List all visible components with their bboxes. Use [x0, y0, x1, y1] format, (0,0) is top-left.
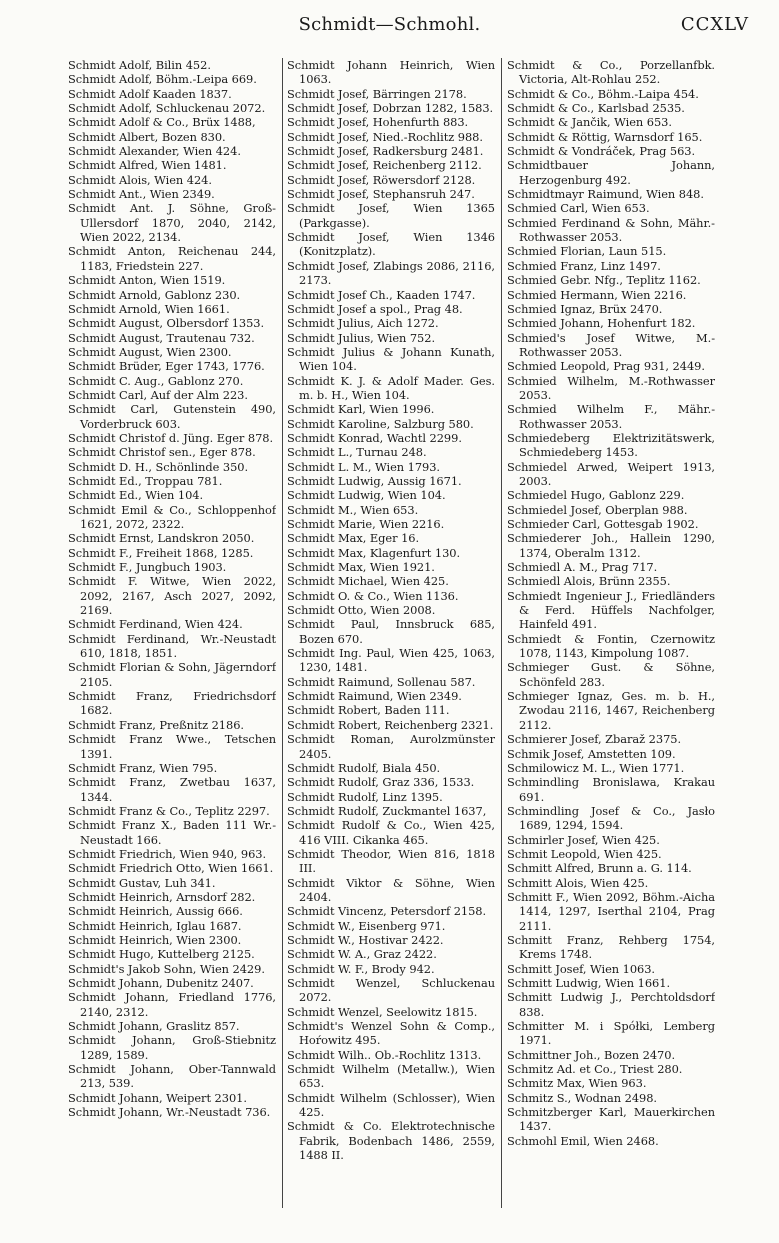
directory-entry: Schmidt Max, Wien 1921. — [287, 560, 435, 575]
directory-entry: Schmidt Otto, Wien 2008. — [287, 603, 436, 618]
directory-entry: Schmidt August, Wien 2300. — [68, 344, 232, 359]
directory-entry: Schmidt Ernst, Landskron 2050. — [68, 531, 255, 546]
directory-entry: Schmidt Raimund, Wien 2349. — [287, 689, 462, 704]
directory-entry: Schmidt Vincenz, Petersdorf 2158. — [287, 904, 487, 919]
directory-entry: Schmidt Marie, Wien 2216. — [287, 517, 445, 531]
directory-entry: Schmieger Ignaz, Ges. m. b. H., Zwodau 2116, 1467, Reichenberg 2112. — [507, 689, 715, 732]
directory-entry: Schmidt & Vondráček, Prag 563. — [507, 144, 696, 159]
directory-entry: Schmidt Heinrich, Iglau 1687. — [68, 918, 242, 933]
directory-entry: Schmidt Josef, Stephansruh 247. — [287, 187, 475, 202]
directory-entry: Schmidt C. Aug., Gablonz 270. — [68, 373, 244, 388]
directory-entry: Schmidt Rudolf & Co., Wien 425, 416 VIII. Cikanka 465. — [287, 818, 495, 847]
directory-entry: Schmidt Wenzel, Schluckenau 2072. — [287, 976, 495, 1005]
directory-entry: Schmidt Carl, Gutenstein 490, Vorderbruck 603. — [68, 402, 276, 431]
directory-entry: Schmidt Raimund, Sollenau 587. — [287, 674, 476, 689]
directory-entry: Schmidt Josef, Bärringen 2178. — [287, 86, 467, 101]
directory-entry: Schmidt Josef Ch., Kaaden 1747. — [287, 287, 476, 302]
directory-entry: Schmidtmayr Raimund, Wien 848. — [507, 187, 704, 202]
directory-entry: Schmied Franz, Linz 1497. — [507, 258, 661, 273]
directory-entry: Schmitz Ad. et Co., Triest 280. — [507, 1062, 683, 1077]
directory-entry: Schmidt August, Trautenau 732. — [68, 330, 255, 345]
directory-entry: Schmidt Rudolf, Graz 336, 1533. — [287, 775, 475, 790]
directory-entry: Schmidt Heinrich, Arnsdorf 282. — [68, 889, 256, 904]
directory-entry: Schmidt Franz, Friedrichsdorf 1682. — [68, 689, 276, 718]
directory-entry: Schmidt Rudolf, Linz 1395. — [287, 789, 443, 804]
directory-column-3 — [507, 58, 715, 1213]
directory-entry: Schmidt Ferdinand, Wien 424. — [68, 617, 243, 632]
directory-entry: Schmieger Gust. & Söhne, Schönfeld 283. — [507, 660, 715, 689]
directory-entry: Schmidt & Jančik, Wien 653. — [507, 115, 672, 130]
directory-entry: Schmiedel Hugo, Gablonz 229. — [507, 488, 685, 503]
directory-entry: Schmindling Josef & Co., Jasło 1689, 1294, 1594. — [507, 803, 715, 833]
directory-entry: Schmidt W., Eisenberg 971. — [287, 918, 446, 933]
directory-entry: Schmidt F. Witwe, Wien 2022, 2092, 2167, Asch 2027, 2092, 2169. — [68, 574, 276, 618]
directory-entry: Schmidt K. J. & Adolf Mader. Ges. m. b. H., Wien 104. — [287, 373, 495, 402]
directory-entry: Schmidt Ed., Troppau 781. — [68, 473, 223, 488]
directory-entry: Schmidt L., Turnau 248. — [287, 445, 427, 460]
directory-entry: Schmiedl Alois, Brünn 2355. — [507, 574, 671, 589]
directory-entry: Schmied Wilhelm F., Mähr.-Rothwasser 2053. — [507, 402, 715, 431]
directory-entry: Schmidt Franz, Wien 795. — [68, 760, 218, 775]
directory-entry: Schmidt Heinrich, Aussig 666. — [68, 904, 243, 919]
directory-entry: Schmieder Carl, Gottesgab 1902. — [507, 517, 699, 531]
directory-entry: Schmilowicz M. L., Wien 1771. — [507, 760, 685, 775]
page-title: Schmidt—Schmohl. — [298, 14, 481, 35]
directory-entry: Schmitt Josef, Wien 1063. — [507, 961, 656, 976]
directory-entry: Schmidt Ferdinand, Wr.-Neustadt 610, 1818, 1851. — [68, 631, 276, 661]
directory-entry: Schmidt Josef a spol., Prag 48. — [287, 301, 463, 316]
directory-entry: Schmidt Rudolf, Biala 450. — [287, 760, 441, 775]
directory-entry: Schmidt D. H., Schönlinde 350. — [68, 459, 249, 474]
directory-entry: Schmidt F., Freiheit 1868, 1285. — [68, 545, 254, 560]
directory-entry: Schmidt Arnold, Gablonz 230. — [68, 287, 241, 302]
directory-entry: Schmiedel Arwed, Weipert 1913, 2003. — [507, 459, 715, 488]
directory-entry: Schmidt & Co., Böhm.-Laipa 454. — [507, 86, 699, 101]
directory-entry: Schmidt Arnold, Wien 1661. — [68, 301, 230, 316]
column-divider — [282, 58, 283, 1208]
directory-entry: Schmied Gebr. Nfg., Teplitz 1162. — [507, 273, 701, 288]
directory-entry: Schmidt Josef, Hohenfurth 883. — [287, 115, 469, 130]
directory-column-2 — [287, 58, 495, 1213]
directory-entry: Schmidt Hugo, Kuttelberg 2125. — [68, 947, 255, 962]
directory-entry: Schmidt Johann, Ober-Tannwald 213, 539. — [68, 1062, 276, 1091]
directory-entry: Schmiederer Joh., Hallein 1290, 1374, Oberalm 1312. — [507, 531, 715, 560]
directory-entry: Schmidt Karoline, Salzburg 580. — [287, 416, 474, 431]
directory-entry: Schmidt Johann, Graslitz 857. — [68, 1019, 240, 1034]
directory-entry: Schmidt Franz, Zwetbau 1637, 1344. — [68, 775, 276, 804]
directory-entry: Schmiedel Josef, Oberplan 988. — [507, 502, 688, 517]
directory-entry: Schmied Florian, Laun 515. — [507, 244, 667, 259]
page-header — [0, 12, 779, 40]
directory-entry: Schmitz S., Wodnan 2498. — [507, 1090, 657, 1105]
directory-entry: Schmidt Wenzel, Seelowitz 1815. — [287, 1004, 478, 1019]
directory-entry: Schmied Wilhelm, M.-Rothwasser 2053. — [507, 373, 715, 402]
directory-entry: Schmidt Adolf, Böhm.-Leipa 669. — [68, 72, 257, 87]
directory-entry: Schmidt August, Olbersdorf 1353. — [68, 316, 265, 331]
directory-entry: Schmidt Alfred, Wien 1481. — [68, 158, 227, 173]
directory-entry: Schmidt Max, Eger 16. — [287, 531, 420, 546]
directory-entry: Schmidt Alois, Wien 424. — [68, 172, 212, 187]
directory-entry: Schmidt Konrad, Wachtl 2299. — [287, 430, 462, 445]
directory-entry: Schmidt Josef, Wien 1365 (Parkgasse). — [287, 201, 495, 230]
directory-entry: Schmidt Christof d. Jüng. Eger 878. — [68, 430, 274, 445]
directory-entry: Schmitz Max, Wien 963. — [507, 1076, 647, 1091]
directory-column-1 — [68, 58, 276, 1213]
directory-entry: Schmitt Ludwig, Wien 1661. — [507, 976, 671, 990]
directory-entry: Schmidt Anton, Reichenau 244, 1183, Friedstein 227. — [68, 244, 276, 273]
directory-entry: Schmidt Heinrich, Wien 2300. — [68, 932, 242, 947]
directory-entry: Schmirler Josef, Wien 425. — [507, 832, 660, 847]
directory-entry: Schmidt Johann, Friedland 1776, 2140, 2312. — [68, 990, 276, 1019]
directory-entry: Schmidt W. A., Graz 2422. — [287, 947, 437, 962]
directory-entry: Schmidt Ant. J. Söhne, Groß-Ullersdorf 1870, 2040, 2142, Wien 2022, 2134. — [68, 201, 276, 245]
directory-entry: Schmidt Emil & Co., Schloppenhof 1621, 2072, 2322. — [68, 502, 276, 531]
directory-entry: Schmidt Theodor, Wien 816, 1818 III. — [287, 846, 495, 876]
directory-entry: Schmitzberger Karl, Mauerkirchen 1437. — [507, 1105, 715, 1134]
directory-entry: Schmidt Florian & Sohn, Jägerndorf 2105. — [68, 660, 276, 689]
directory-entry: Schmidt Josef, Dobrzan 1282, 1583. — [287, 101, 494, 116]
directory-entry: Schmitt Franz, Rehberg 1754, Krems 1748. — [507, 932, 715, 962]
directory-entry: Schmidt & Röttig, Warnsdorf 165. — [507, 129, 703, 144]
directory-entry: Schmidt Adolf, Schluckenau 2072. — [68, 101, 266, 116]
directory-entry: Schmierer Josef, Zbaraž 2375. — [507, 732, 682, 747]
directory-entry: Schmit Leopold, Wien 425. — [507, 846, 662, 861]
directory-entry: Schmidt Franz Wwe., Tetschen 1391. — [68, 732, 276, 761]
directory-entry: Schmidt F., Jungbuch 1903. — [68, 560, 227, 575]
directory-entry: Schmidt Friedrich Otto, Wien 1661. — [68, 861, 274, 876]
directory-entry: Schmiedeberg Elektrizitätswerk, Schmiedeberg 1453. — [507, 430, 715, 460]
directory-entry: Schmidt Gustav, Luh 341. — [68, 875, 216, 890]
directory-entry: Schmidt Johann, Dubenitz 2407. — [68, 976, 254, 990]
directory-entry: Schmidt Wilh.. Ob.-Rochlitz 1313. — [287, 1047, 482, 1062]
directory-entry: Schmidt Josef, Wien 1346 (Konitzplatz). — [287, 230, 495, 259]
directory-entry: Schmidt & Co., Karlsbad 2535. — [507, 101, 685, 116]
directory-entry: Schmied Johann, Hohenfurt 182. — [507, 316, 696, 331]
column-divider — [501, 58, 502, 1208]
directory-entry: Schmidt W. F., Brody 942. — [287, 961, 435, 976]
directory-entry: Schmidt Wilhelm (Schlosser), Wien 425. — [287, 1090, 495, 1120]
directory-entry: Schmidt Ant., Wien 2349. — [68, 187, 215, 202]
directory-entry: Schmidt Rudolf, Zuckmantel 1637, — [287, 803, 487, 818]
directory-entry: Schmidt's Jakob Sohn, Wien 2429. — [68, 961, 265, 976]
directory-entry: Schmidt Johann, Weipert 2301. — [68, 1090, 247, 1105]
directory-entry: Schmidt Robert, Baden 111. — [287, 703, 450, 718]
directory-entry: Schmidt Michael, Wien 425. — [287, 574, 449, 589]
directory-entry: Schmidt L. M., Wien 1793. — [287, 459, 440, 474]
directory-entry: Schmidt Adolf & Co., Brüx 1488, — [68, 115, 256, 130]
directory-entry: Schmitt Ludwig J., Perchtoldsdorf 838. — [507, 990, 715, 1019]
directory-entry: Schmitt Alois, Wien 425. — [507, 875, 649, 890]
directory-entry: Schmidt Max, Klagenfurt 130. — [287, 545, 461, 560]
directory-entry: Schmidt's Wenzel Sohn & Comp., Hoŕowitz 495. — [287, 1019, 495, 1048]
directory-entry: Schmidt Paul, Innsbruck 685, Bozen 670. — [287, 617, 495, 646]
directory-entry: Schmitter M. i Spółki, Lemberg 1971. — [507, 1019, 715, 1048]
directory-entry: Schmidt W., Hostivar 2422. — [287, 932, 444, 947]
directory-entry: Schmidt Ludwig, Aussig 1671. — [287, 473, 462, 488]
directory-entry: Schmidt Anton, Wien 1519. — [68, 273, 226, 288]
directory-entry: Schmidt Ludwig, Wien 104. — [287, 488, 446, 503]
directory-entry: Schmied Carl, Wien 653. — [507, 201, 650, 216]
directory-entry: Schmidt Josef, Reichenberg 2112. — [287, 158, 482, 173]
directory-entry: Schmidt Julius & Johann Kunath, Wien 104. — [287, 344, 495, 374]
directory-entry: Schmidt Carl, Auf der Alm 223. — [68, 387, 248, 402]
directory-entry: Schmidt Josef, Radkersburg 2481. — [287, 144, 484, 159]
directory-entry: Schmidt Friedrich, Wien 940, 963. — [68, 846, 267, 861]
directory-entry: Schmidt Brüder, Eger 1743, 1776. — [68, 359, 265, 374]
directory-entry: Schmidt Viktor & Söhne, Wien 2404. — [287, 875, 495, 904]
directory-entry: Schmidt Franz X., Baden 111 Wr.-Neustadt 166. — [68, 818, 276, 847]
directory-entry: Schmidt Julius, Aich 1272. — [287, 316, 439, 331]
directory-entry: Schmidt Julius, Wien 752. — [287, 330, 436, 345]
directory-entry: Schmiedt Ingenieur J., Friedländers & Ferd. Hüffels Nachfolger, Hainfeld 491. — [507, 588, 715, 632]
directory-entry: Schmidt Albert, Bozen 830. — [68, 129, 226, 144]
directory-entry: Schmidt Josef, Zlabings 2086, 2116, 2173. — [287, 258, 495, 288]
directory-entry: Schmidt Ing. Paul, Wien 425, 1063, 1230, 1481. — [287, 646, 495, 675]
directory-entry: Schmidt Christof sen., Eger 878. — [68, 445, 256, 460]
directory-entry: Schmidt Josef, Röwersdorf 2128. — [287, 172, 476, 187]
directory-entry: Schmied Hermann, Wien 2216. — [507, 287, 687, 302]
directory-entry: Schmindling Bronislawa, Krakau 691. — [507, 775, 715, 804]
directory-entry: Schmidt Ed., Wien 104. — [68, 488, 204, 503]
directory-entry: Schmiedt & Fontin, Czernowitz 1078, 1143, Kimpolung 1087. — [507, 631, 715, 661]
directory-entry: Schmidt Johann Heinrich, Wien 1063. — [287, 58, 495, 87]
directory-entry: Schmied's Josef Witwe, M.-Rothwasser 2053. — [507, 330, 715, 359]
directory-entry: Schmik Josef, Amstetten 109. — [507, 746, 676, 761]
directory-entry: Schmidt Wilhelm (Metallw.), Wien 653. — [287, 1062, 495, 1091]
directory-entry: Schmitt F., Wien 2092, Böhm.-Aicha 1414, 1297, Iserthal 2104, Prag 2111. — [507, 889, 715, 933]
directory-entry: Schmidt Karl, Wien 1996. — [287, 402, 435, 417]
page-number: CCXLV — [680, 14, 749, 35]
directory-entry: Schmiedl A. M., Prag 717. — [507, 560, 658, 575]
directory-entry: Schmohl Emil, Wien 2468. — [507, 1133, 659, 1148]
directory-entry: Schmidt Josef, Nied.-Rochlitz 988. — [287, 129, 483, 144]
directory-entry: Schmidt Alexander, Wien 424. — [68, 144, 241, 159]
directory-entry: Schmidt & Co., Porzellanfbk. Victoria, Alt-Rohlau 252. — [507, 58, 715, 87]
directory-entry: Schmidt Johann, Wr.-Neustadt 736. — [68, 1105, 271, 1120]
directory-entry: Schmitt Alfred, Brunn a. G. 114. — [507, 861, 692, 876]
directory-entry: Schmidt O. & Co., Wien 1136. — [287, 588, 459, 603]
directory-entry: Schmied Ferdinand & Sohn, Mähr.-Rothwasser 2053. — [507, 215, 715, 245]
directory-entry: Schmidt Adolf, Bilin 452. — [68, 58, 211, 72]
directory-entry: Schmidt Franz, Preßnitz 2186. — [68, 717, 244, 732]
directory-entry: Schmidtbauer Johann, Herzogenburg 492. — [507, 158, 715, 187]
directory-entry: Schmidt Franz & Co., Teplitz 2297. — [68, 803, 270, 818]
directory-entry: Schmied Leopold, Prag 931, 2449. — [507, 359, 705, 374]
directory-entry: Schmidt & Co. Elektrotechnische Fabrik, Bodenbach 1486, 2559, 1488 II. — [287, 1119, 495, 1163]
directory-entry: Schmidt Roman, Aurolzmünster 2405. — [287, 732, 495, 761]
directory-entry: Schmidt Robert, Reichenberg 2321. — [287, 717, 494, 732]
directory-entry: Schmidt M., Wien 653. — [287, 502, 419, 517]
directory-entry: Schmidt Adolf Kaaden 1837. — [68, 86, 232, 101]
directory-entry: Schmittner Joh., Bozen 2470. — [507, 1047, 676, 1062]
directory-entry: Schmidt Johann, Groß-Stiebnitz 1289, 1589. — [68, 1033, 276, 1062]
directory-entry: Schmied Ignaz, Brüx 2470. — [507, 301, 663, 316]
